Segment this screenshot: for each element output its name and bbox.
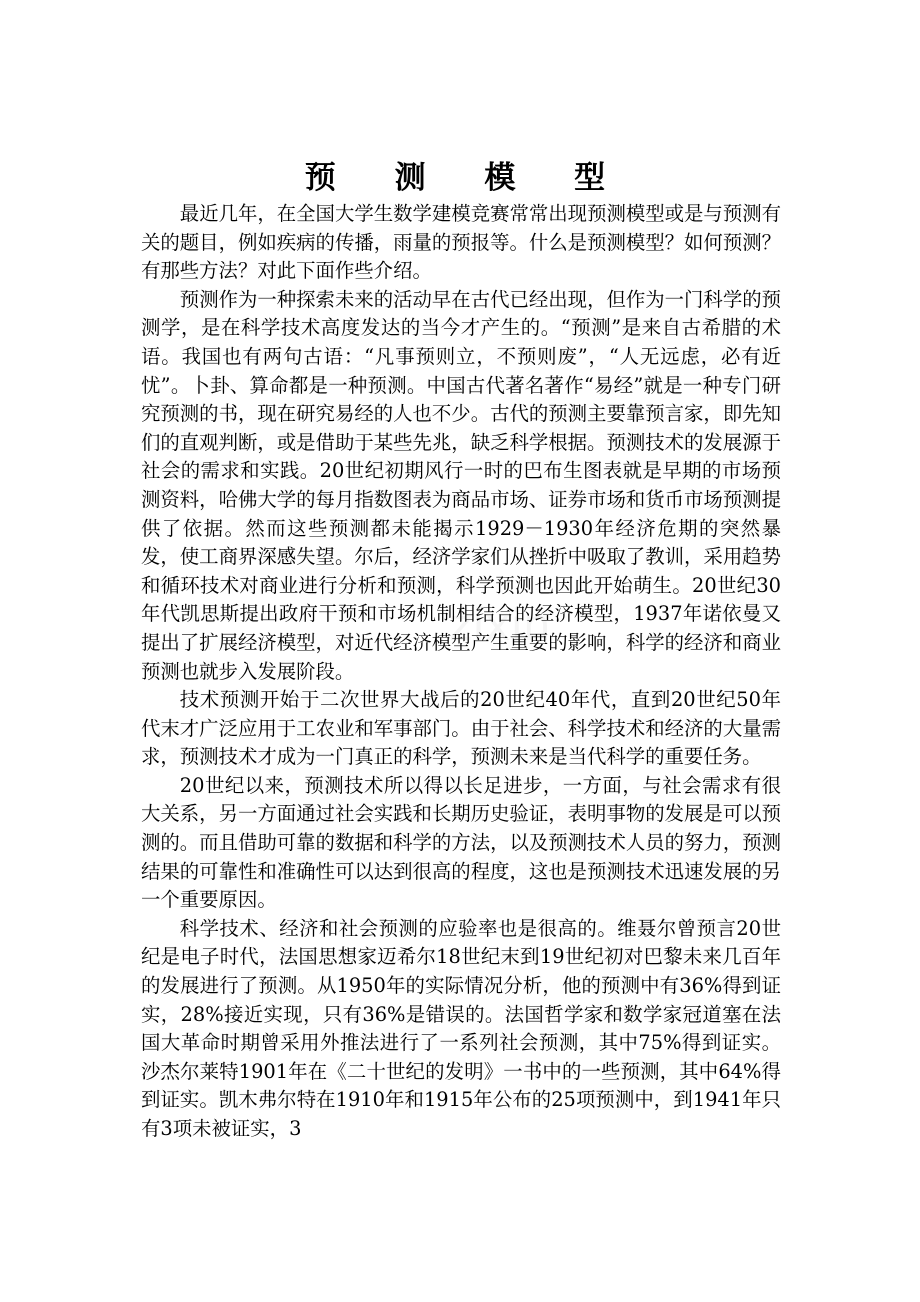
document-body: [141, 200, 781, 1144]
paragraph-history: 预测作为一种探索未来的活动早在古代已经出现，但作为一门科学的预测学，是在科学技术高度发达的当今才产生的。“预测”是来自古希腊的术语。我国也有两句古语：“凡事预则立，不预则废”，“人无远虑，必有近忧”。卜卦、算命都是一种预测。中国古代著名著作“易经”就是一种专门研究预测的书，现在研究易经的人也不少。古代的预测主要靠预言家，即先知们的直观判断，或是借助于某些先兆，缺乏科学根据。预测技术的发展源于社会的需求和实践。20世纪初期风行一时的巴布生图表就是早期的市场预测资料，哈佛大学的每月指数图表为商品市场、证券市场和货币市场预测提供了依据。然而这些预测都未能揭示1929－1930年经济危期的突然暴发，使工商界深感失望。尔后，经济学家们从挫折中吸取了教训，采用趋势和循环技术对商业进行分析和预测，科学预测也因此开始萌生。20世纪30年代凯思斯提出政府干预和市场机制相结合的经济模型，1937年诺依曼又提出了扩展经济模型，对近代经济模型产生重要的影响，科学的经济和商业预测也就步入发展阶段。: [141, 287, 781, 683]
paragraph-technology: 技术预测开始于二次世界大战后的20世纪40年代，直到20世纪50年代末才广泛应用于工农业和军事部门。由于社会、科学技术和经济的大量需求，预测技术才成为一门真正的科学，预测未来是当代科学的重要任务。: [141, 688, 781, 769]
paragraph-accuracy: 科学技术、经济和社会预测的应验率也是很高的。维聂尔曾预言20世纪是电子时代，法国思想家迈希尔18世纪末到19世纪初对巴黎未来几百年的发展进行了预测。从1950年的实际情况分析，他的预测中有36%得到证实，28%接近实现，只有36%是错误的。法国哲学家和数学家冠道塞在法国大革命时期曾采用外推法进行了一系列社会预测，其中75%得到证实。沙杰尔莱特1901年在《二十世纪的发明》一书中的一些预测，其中64%得到证实。凯木弗尔特在1910年和1915年公布的25项预测中，到1941年只有3项未被证实，3: [141, 916, 781, 1140]
paragraph-progress: 20世纪以来，预测技术所以得以长足进步，一方面，与社会需求有很大关系，另一方面通过社会实践和长期历史验证，表明事物的发展是可以预测的。而且借助可靠的数据和科学的方法，以及预测技术人员的努力，预测结果的可靠性和准确性可以达到很高的程度，这也是预测技术迅速发展的另一个重要原因。: [141, 773, 781, 912]
paragraph-intro: 最近几年，在全国大学生数学建模竞赛常常出现预测模型或是与预测有关的题目，例如疾病的传播，雨量的预报等。什么是预测模型？如何预测？有那些方法？对此下面作些介绍。: [141, 202, 781, 283]
document-title: 预 测 模 型: [304, 160, 630, 196]
